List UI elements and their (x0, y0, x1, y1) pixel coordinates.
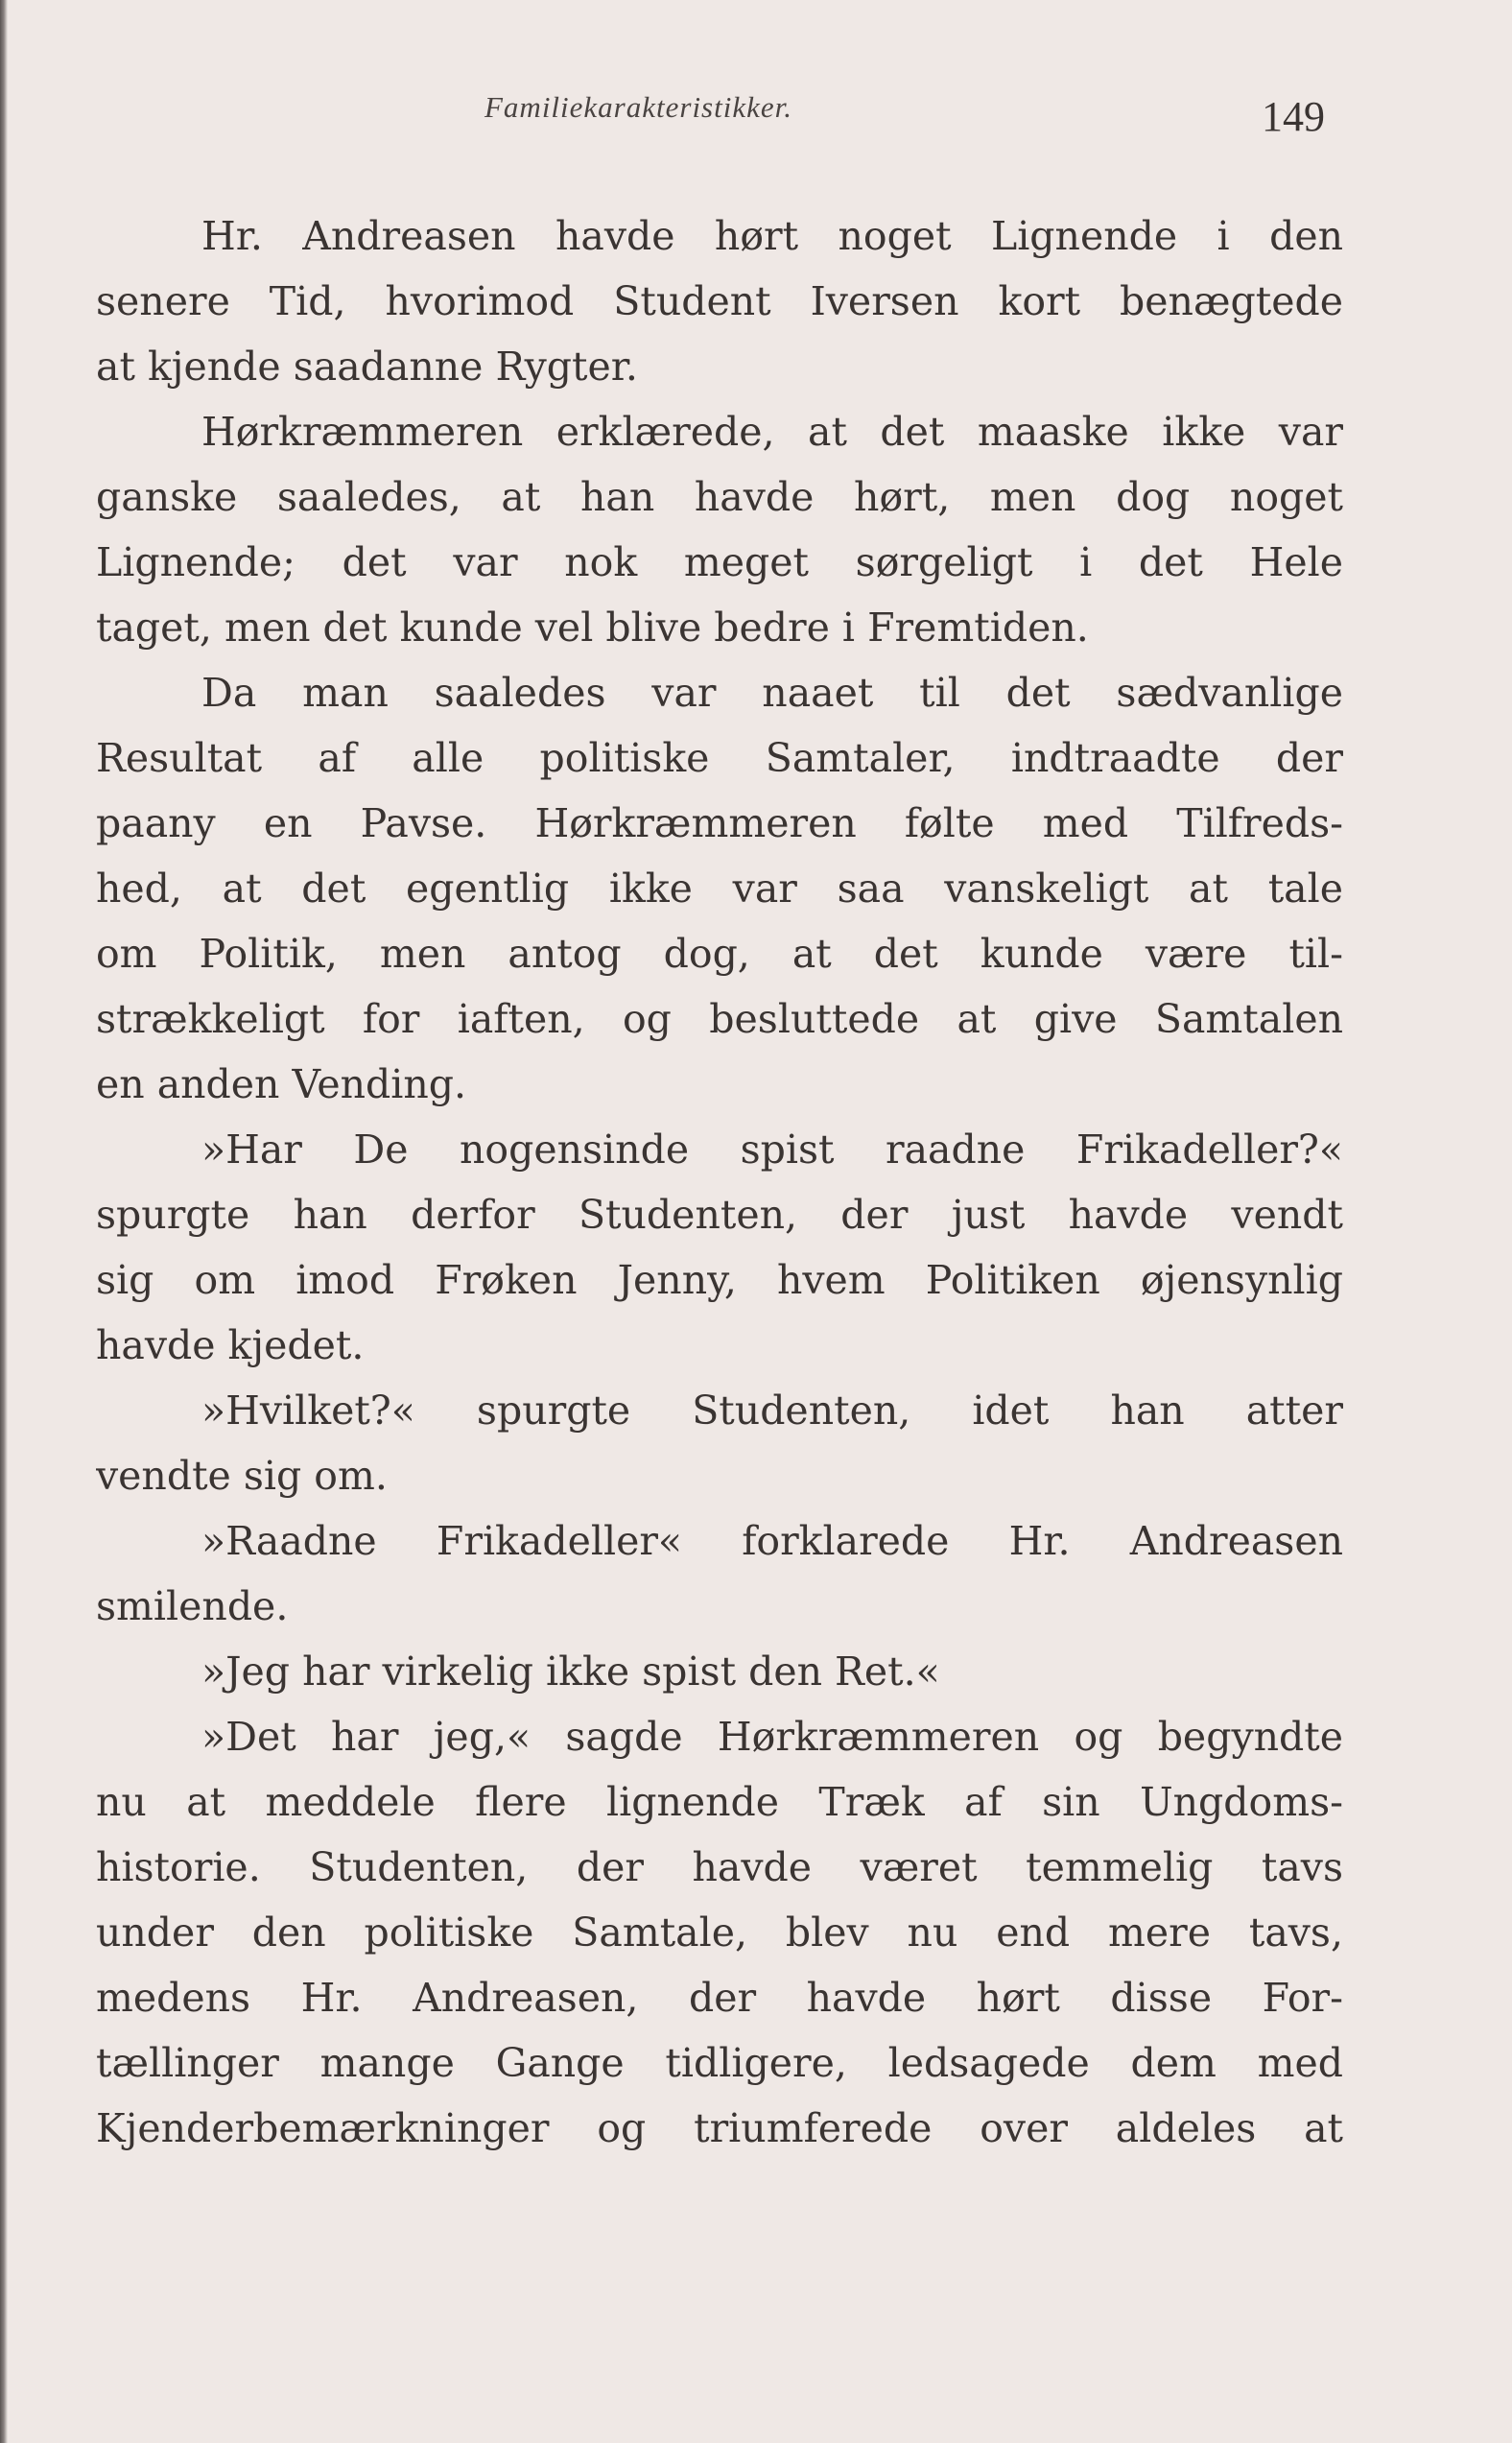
text-line: medens Hr. Andreasen, der havde hørt disse For- (96, 1975, 1343, 2021)
text-line: historie. Studenten, der havde været temmelig tavs (96, 1844, 1343, 1890)
text-line: Da man saaledes var naaet til det sædvanlige (201, 670, 1343, 716)
text-line: om Politik, men antog dog, at det kunde være til- (96, 931, 1343, 977)
running-head (96, 84, 1343, 142)
text-line: at kjende saadanne Rygter. (96, 344, 638, 390)
page-number: 149 (1262, 93, 1325, 140)
text-line: nu at meddele flere lignende Træk af sin Ungdoms- (96, 1779, 1343, 1825)
text-line: tællinger mange Gange tidligere, ledsagede dem med (96, 2040, 1343, 2086)
text-line: sig om imod Frøken Jenny, hvem Politiken øjensynlig (96, 1257, 1343, 1303)
text-line: en anden Vending. (96, 1061, 467, 1107)
text-line: senere Tid, hvorimod Student Iversen kort benægtede (96, 278, 1343, 324)
text-line: »Har De nogensinde spist raadne Frikadeller?« (201, 1127, 1343, 1173)
text-line: hed, at det egentlig ikke var saa vanskeligt at tale (96, 866, 1343, 912)
text-line: smilende. (96, 1583, 289, 1629)
text-line: strækkeligt for iaften, og besluttede at give Samtalen (96, 996, 1343, 1042)
text-line: havde kjedet. (96, 1322, 365, 1368)
text-line: ganske saaledes, at han havde hørt, men dog noget (96, 474, 1343, 520)
text-line: Kjenderbemærkninger og triumferede over aldeles at (96, 2105, 1343, 2151)
text-line: Hr. Andreasen havde hørt noget Lignende i den (201, 213, 1343, 259)
text-line: Hørkræmmeren erklærede, at det maaske ikke var (201, 409, 1343, 455)
text-body (96, 203, 1343, 2161)
text-line: under den politiske Samtale, blev nu end mere tavs, (96, 1909, 1343, 1956)
running-title: Familiekarakteristikker. (484, 90, 792, 124)
text-line: Resultat af alle politiske Samtaler, indtraadte der (96, 735, 1343, 781)
text-line: »Det har jeg,« sagde Hørkræmmeren og begyndte (201, 1714, 1343, 1760)
text-line: spurgte han derfor Studenten, der just havde vendt (96, 1192, 1343, 1238)
text-line: »Hvilket?« spurgte Studenten, idet han atter (201, 1388, 1343, 1434)
text-line: »Jeg har virkelig ikke spist den Ret.« (201, 1648, 940, 1695)
text-line: Lignende; det var nok meget sørgeligt i det Hele (96, 539, 1343, 585)
text-line: taget, men det kunde vel blive bedre i Fremtiden. (96, 605, 1089, 651)
text-line: paany en Pavse. Hørkræmmeren følte med Tilfreds- (96, 800, 1343, 846)
text-line: vendte sig om. (96, 1453, 388, 1499)
page-binding-edge (0, 0, 8, 2443)
text-line: »Raadne Frikadeller« forklarede Hr. Andreasen (201, 1518, 1343, 1564)
